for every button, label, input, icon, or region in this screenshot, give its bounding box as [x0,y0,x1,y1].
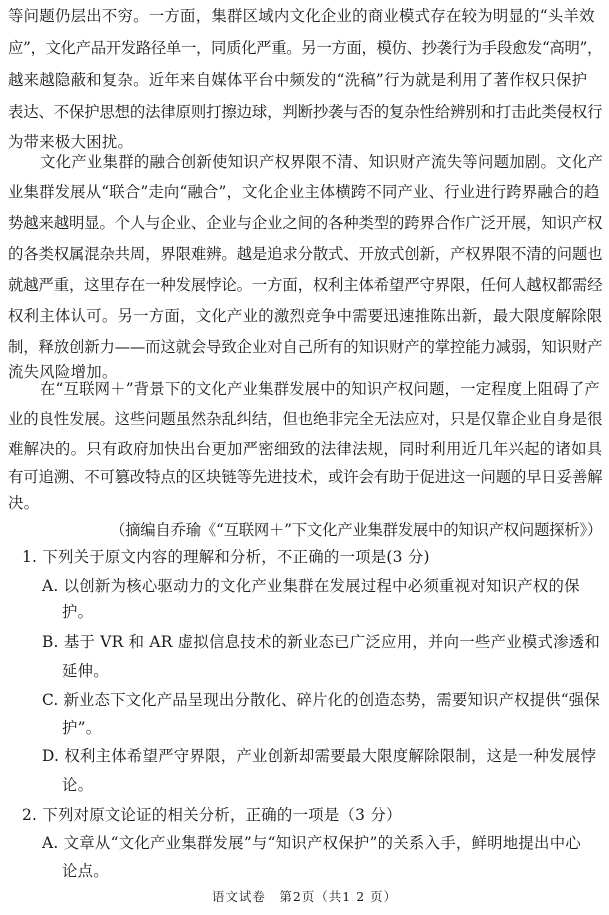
text-line: 权利主体认可。另一方面，文化产业的激烈竞争中需要迅速推陈出新，最大限度解除限 [8,307,603,325]
option-text: 护”。 [62,719,102,737]
text-line: 在“互联网＋”背景下的文化产业集群发展中的知识产权问题，一定程度上阻碍了产 [40,380,600,398]
text-line: 业的良性发展。这些问题虽然杂乱纠结，但也绝非完全无法应对，只是仅靠企业自身是很 [8,410,603,428]
option-text: 论。 [62,776,94,794]
option-text: 延伸。 [62,662,109,680]
text-line: 表达、不保护思想的法律原则打擦边球，判断抄袭与否的复杂性给辨别和打击此类侵权行 [8,103,603,121]
page-footer: 语文试卷 第2页（共1 2 页） [211,889,398,904]
source-citation: （摘编自乔瑜《“互联网＋”下文化产业集群发展中的知识产权问题探析》） [110,521,603,539]
option-text: 论点。 [62,862,109,880]
text-line: 为带来极大困扰。 [8,133,134,151]
text-line: 有可追溯、不可篡改特点的区块链等先进技术，或许会有助于促进这一问题的早日妥善解 [8,468,603,486]
text-line: 业集群发展从“联合”走向“融合”，文化企业主体横跨不同产业、行业进行跨界融合的趋 [8,183,600,201]
option-text: 护。 [62,603,94,621]
option-text: D. 权利主体希望严守界限，产业创新却需要最大限度解除限制，这是一种发展悖 [42,747,597,765]
text-line: 制，释放创新力——而这就会导致企业对自己所有的知识财产的掌控能力减弱，知识财产 [8,338,603,356]
text-line: 的各类权属混杂共周，界限难辨。越是追求分散式、开放式创新，产权界限不清的问题也 [8,245,603,263]
text-line: 越来越隐蔽和复杂。近年来自媒体平台中频发的“洗稿”行为就是利用了著作权只保护 [8,71,588,89]
option-text: A. 文章从“文化产业集群发展”与“知识产权保护”的关系入手，鲜明地提出中心 [42,834,581,852]
option-text: A. 以创新为核心驱动力的文化产业集群在发展过程中必须重视对知识产权的保 [42,577,580,595]
text-line: 应”，文化产品开发路径单一，同质化严重。另一方面，模仿、抄袭行为手段愈发“高明”， [8,39,603,57]
question-stem: 1. 下列关于原文内容的理解和分析，不正确的一项是(3 分) [22,548,430,566]
question-stem: 2. 下列对原文论证的相关分析，正确的一项是（3 分） [22,806,402,824]
option-text: B. 基于 VR 和 AR 虚拟信息技术的新业态已广泛应用，并向一些产业模式渗透和 [42,633,601,651]
text-line: 等问题仍层出不穷。一方面，集群区域内文化企业的商业模式存在较为明显的“头羊效 [8,7,595,25]
option-text: C. 新业态下文化产品呈现出分散化、碎片化的创造态势，需要知识产权提供“强保 [42,691,600,709]
text-line: 难解决的。只有政府加快出台更加严密细致的法律法规，同时利用近几年兴起的诸如具 [8,440,603,458]
text-line: 就越严重，这里存在一种发展悖论。一方面，权利主体希望严守界限，任何人越权都需经 [8,276,603,294]
text-line: 文化产业集群的融合创新使知识产权界限不清、知识财产流失等问题加剧。文化产 [40,153,604,171]
text-line: 势越来越明显。个人与企业、企业与企业之间的各种类型的跨界合作广泛开展，知识产权 [8,214,603,232]
text-line: 决。 [8,494,40,512]
text-line: 流失风险增加。 [8,363,118,381]
